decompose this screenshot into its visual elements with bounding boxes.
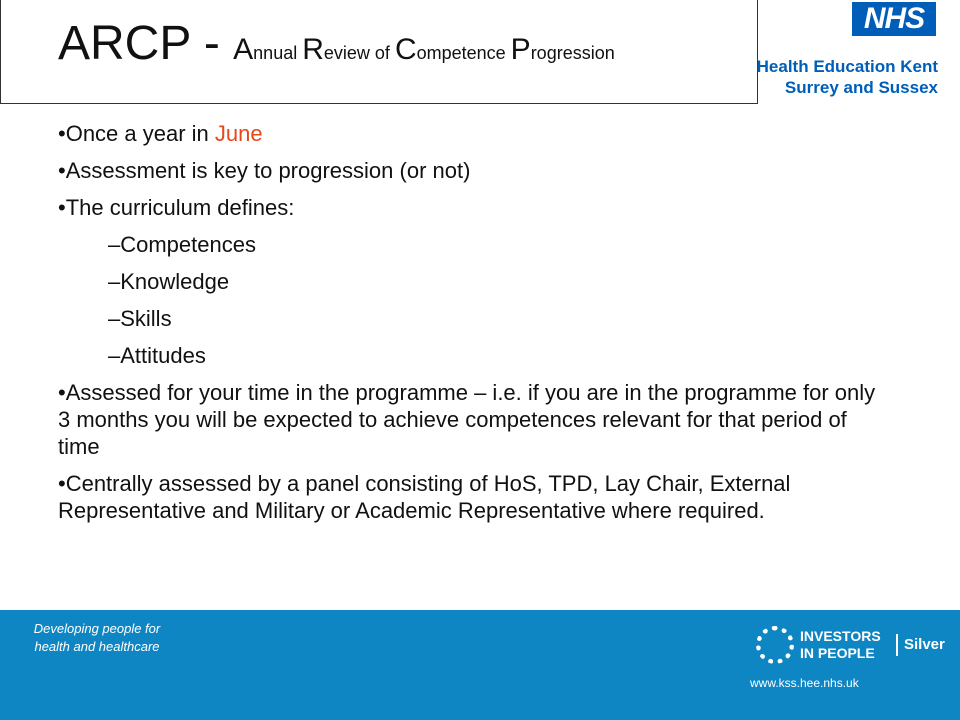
iip-divider bbox=[896, 634, 898, 656]
subitem-knowledge: –Knowledge bbox=[108, 269, 230, 294]
bullet-assessed-time: •Assessed for your time in the programme – i.e. if you are in the programme for only 3 months you will be expected to achieve competences relevant for that period of time bbox=[58, 380, 876, 459]
title-rest-r: eview of bbox=[323, 43, 395, 63]
subitem-skills: –Skills bbox=[108, 306, 172, 331]
slide-body bbox=[58, 120, 888, 534]
title-rest-a: nnual bbox=[253, 43, 303, 63]
subitem-competences: –Competences bbox=[108, 232, 256, 257]
title-initial-r: R bbox=[302, 33, 324, 66]
org-name-line2: Surrey and Sussex bbox=[784, 78, 938, 97]
iip-line2: IN PEOPLE bbox=[800, 645, 875, 661]
bullet-assessment: •Assessment is key to progression (or not) bbox=[58, 158, 471, 183]
title-acronym: ARCP - bbox=[58, 17, 234, 70]
title-rest-p: rogression bbox=[530, 43, 615, 63]
iip-line1: INVESTORS bbox=[800, 628, 881, 644]
bullet-text: •Once a year in bbox=[58, 121, 215, 146]
investors-in-people-logo bbox=[756, 626, 946, 666]
nhs-logo: NHS bbox=[852, 2, 936, 36]
iip-ring-icon bbox=[756, 626, 794, 664]
bullet-panel: •Centrally assessed by a panel consisting of HoS, TPD, Lay Chair, External Representative and Military or Academic Representative where required. bbox=[58, 471, 791, 523]
bullet-once-a-year bbox=[58, 120, 888, 147]
title-initial-a: A bbox=[233, 33, 254, 66]
iip-text bbox=[800, 628, 881, 662]
title-initial-p: P bbox=[510, 33, 531, 66]
highlight-june: June bbox=[214, 121, 263, 146]
title-initial-c: C bbox=[394, 33, 417, 66]
org-name-line1: Health Education Kent bbox=[756, 57, 938, 76]
footer-url: www.kss.hee.nhs.uk bbox=[750, 676, 859, 690]
footer-tagline: Developing people for health and healthcare bbox=[33, 621, 161, 654]
title-rest-c: ompetence bbox=[416, 43, 511, 63]
slide-title bbox=[58, 17, 615, 70]
org-name bbox=[757, 56, 938, 98]
footer-bar bbox=[0, 610, 960, 720]
iip-level: Silver bbox=[904, 636, 945, 653]
bullet-curriculum: •The curriculum defines: bbox=[58, 195, 295, 220]
subitem-attitudes: –Attitudes bbox=[108, 343, 206, 368]
